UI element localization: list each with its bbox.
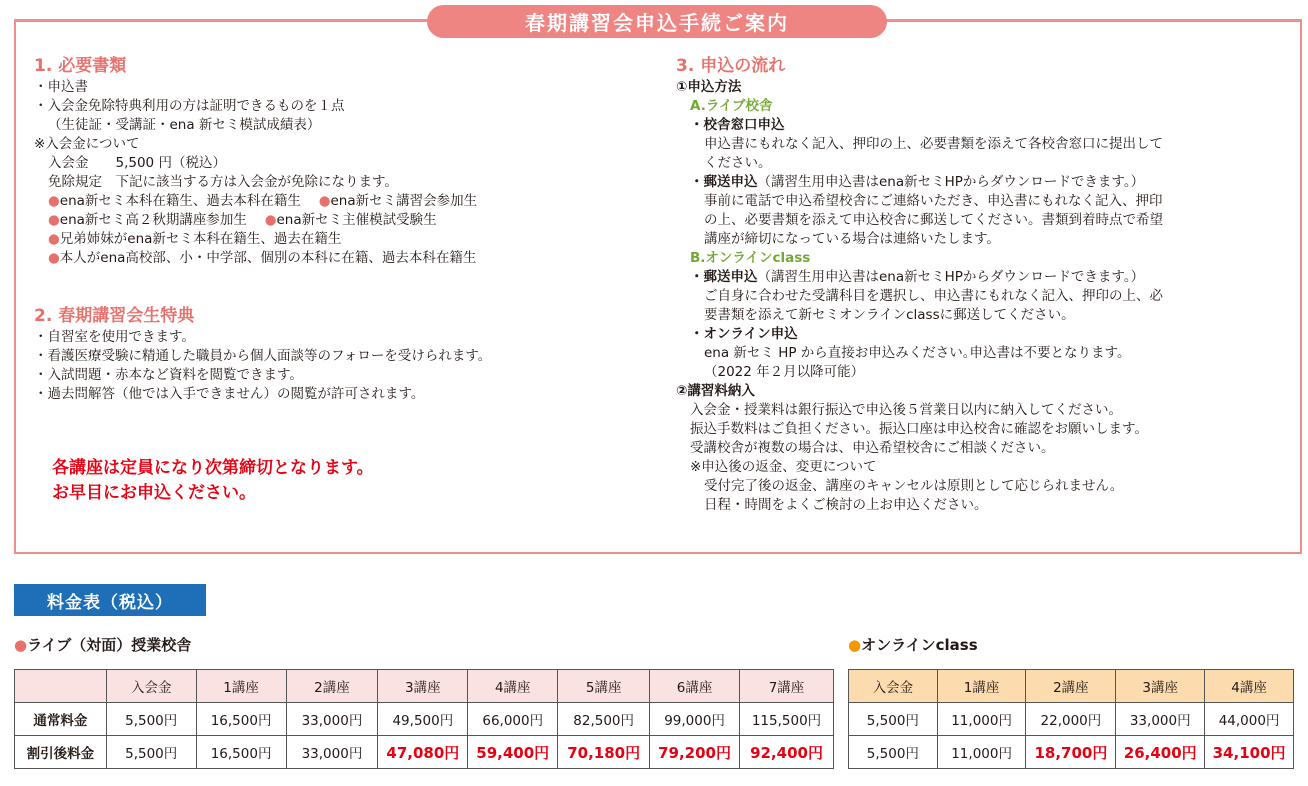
method-head: ・郵送申込（講習生用申込書はena新セミHPからダウンロードできます。）	[690, 174, 1145, 190]
bullet-dot: ●	[48, 250, 60, 266]
table-row: 通常料金 5,500円 16,500円 33,000円 49,500円 66,000円 82,500円 99,000円 115,500円	[15, 703, 834, 736]
bullet-dot: ●	[318, 193, 331, 209]
benefit-line: ・自習室を使用できます。	[34, 329, 195, 345]
method-head: ・オンライン申込	[690, 326, 798, 342]
section3-body: ①申込方法 A.ライブ校舎 ・校舎窓口申込 申込書にもれなく記入、押印の上、必要書類を添えて各校舎窓口に提出して ください。 ・郵送申込（講習生用申込書はena新セミHPからダウンロードできます。） 事前に電話で申込希望校舎にご連絡いただき、申込書にもれなく記入、押印 の上、必要書類を添えて申込校舎に郵送してください。書類到着時点で希望 講座が締切になっている場合は連絡いたします。 B.オンラインclass ・郵送申込（講習生用申込書はena新セミHPからダウンロードできます。） ご自身に合わせた受講科目を選択し、申込書にもれなく記入、押印の上、必 要書類を添えて新セミオンラインclassに郵送してください。 ・オンライン申込 ena 新セミ HP から直接お申込みください｡申込書は不要となります。 （2022 年２月以降可能） ②講習料納入 入会金・授業料は銀行振込で申込後５営業日以内に納入してください。 振込手数料はご負担ください。振込口座は申込校舎に確認をお願いします。 受講校舎が複数の場合は、申込希望校舎にご相談ください。 ※申込後の返金、変更について 受付完了後の返金、講座のキャンセルは原則として応じられません。 日程・時間をよくご検討の上お申込ください。	[676, 79, 1163, 513]
section2-title: 2. 春期講習会生特典	[34, 306, 195, 326]
req-line: 免除規定 下記に該当する方は入会金が免除になります。	[48, 174, 398, 190]
subheading: ②講習料納入	[676, 383, 755, 399]
section3-title: 3. 申込の流れ	[676, 56, 786, 76]
subheading: ①申込方法	[676, 79, 742, 95]
subheading-online: B.オンラインclass	[690, 250, 811, 266]
method-head: ・校舎窓口申込	[690, 117, 785, 133]
banner-rule-left	[14, 20, 427, 22]
table-row: 割引後料金 5,500円 16,500円 33,000円 47,080円 59,400円 70,180円 79,200円 92,400円	[15, 736, 834, 769]
req-line: ・申込書	[34, 79, 88, 95]
req-line: ※入会金について	[34, 136, 140, 152]
benefit-line: ・入試問題・赤本など資料を閲覧できます。	[34, 367, 303, 383]
deadline-notice: 各講座は定員になり次第締切となります。 お早目にお申込ください。	[52, 458, 374, 503]
benefit-line: ・看護医療受験に精通した職員から個人面談等のフォローを受けられます。	[34, 348, 492, 364]
live-table-title: ●ライブ（対面）授業校舎	[14, 636, 192, 654]
online-table-title: ●オンラインclass	[848, 636, 978, 654]
bullet-dot: ●	[48, 231, 60, 247]
method-head: ・郵送申込（講習生用申込書はena新セミHPからダウンロードできます。）	[690, 269, 1145, 285]
section1-title: 1. 必要書類	[34, 56, 127, 76]
benefit-line: ・過去問解答（他では入手できません）の閲覧が許可されます。	[34, 386, 425, 402]
subheading-live: A.ライブ校舎	[690, 98, 773, 114]
bullet-dot: ●	[48, 212, 60, 228]
req-line: ・入会金免除特典利用の方は証明できるものを１点	[34, 98, 345, 114]
online-fee-table	[848, 669, 1294, 769]
req-line: 入会金 5,500 円（税込）	[48, 155, 226, 171]
bullet-dot: ●	[264, 212, 277, 228]
section1-body	[34, 78, 477, 268]
exempt-row: ●ena新セミ本科在籍生、過去本科在籍生 ●ena新セミ講習会参加生	[48, 193, 478, 209]
req-line: （生徒証・受講証・ena 新セミ模試成績表）	[48, 117, 321, 133]
exempt-row: ●本人がena高校部、小・中学部、個別の本科に在籍、過去本科在籍生	[48, 250, 477, 266]
banner-rule-right	[887, 20, 1302, 22]
corner-cell	[15, 670, 107, 703]
table-row: 5,500円 11,000円 22,000円 33,000円 44,000円	[849, 703, 1294, 736]
section2-body	[34, 328, 491, 404]
bullet-dot: ●	[848, 636, 862, 654]
exempt-row: ●兄弟姉妹がena新セミ本科在籍生、過去在籍生	[48, 231, 342, 247]
fee-table-tab: 料金表（税込）	[14, 584, 206, 616]
table-header-row: 入会金 1講座 2講座 3講座 4講座 5講座 6講座 7講座	[15, 670, 834, 703]
page-title: 春期講習会申込手続ご案内	[427, 5, 887, 38]
live-fee-table	[14, 669, 834, 769]
bullet-dot: ●	[14, 636, 28, 654]
table-row: 5,500円 11,000円 18,700円 26,400円 34,100円	[849, 736, 1294, 769]
bullet-dot: ●	[48, 193, 60, 209]
exempt-row: ●ena新セミ高２秋期講座参加生 ●ena新セミ主催模試受験生	[48, 212, 437, 228]
table-header-row: 入会金 1講座 2講座 3講座 4講座	[849, 670, 1294, 703]
